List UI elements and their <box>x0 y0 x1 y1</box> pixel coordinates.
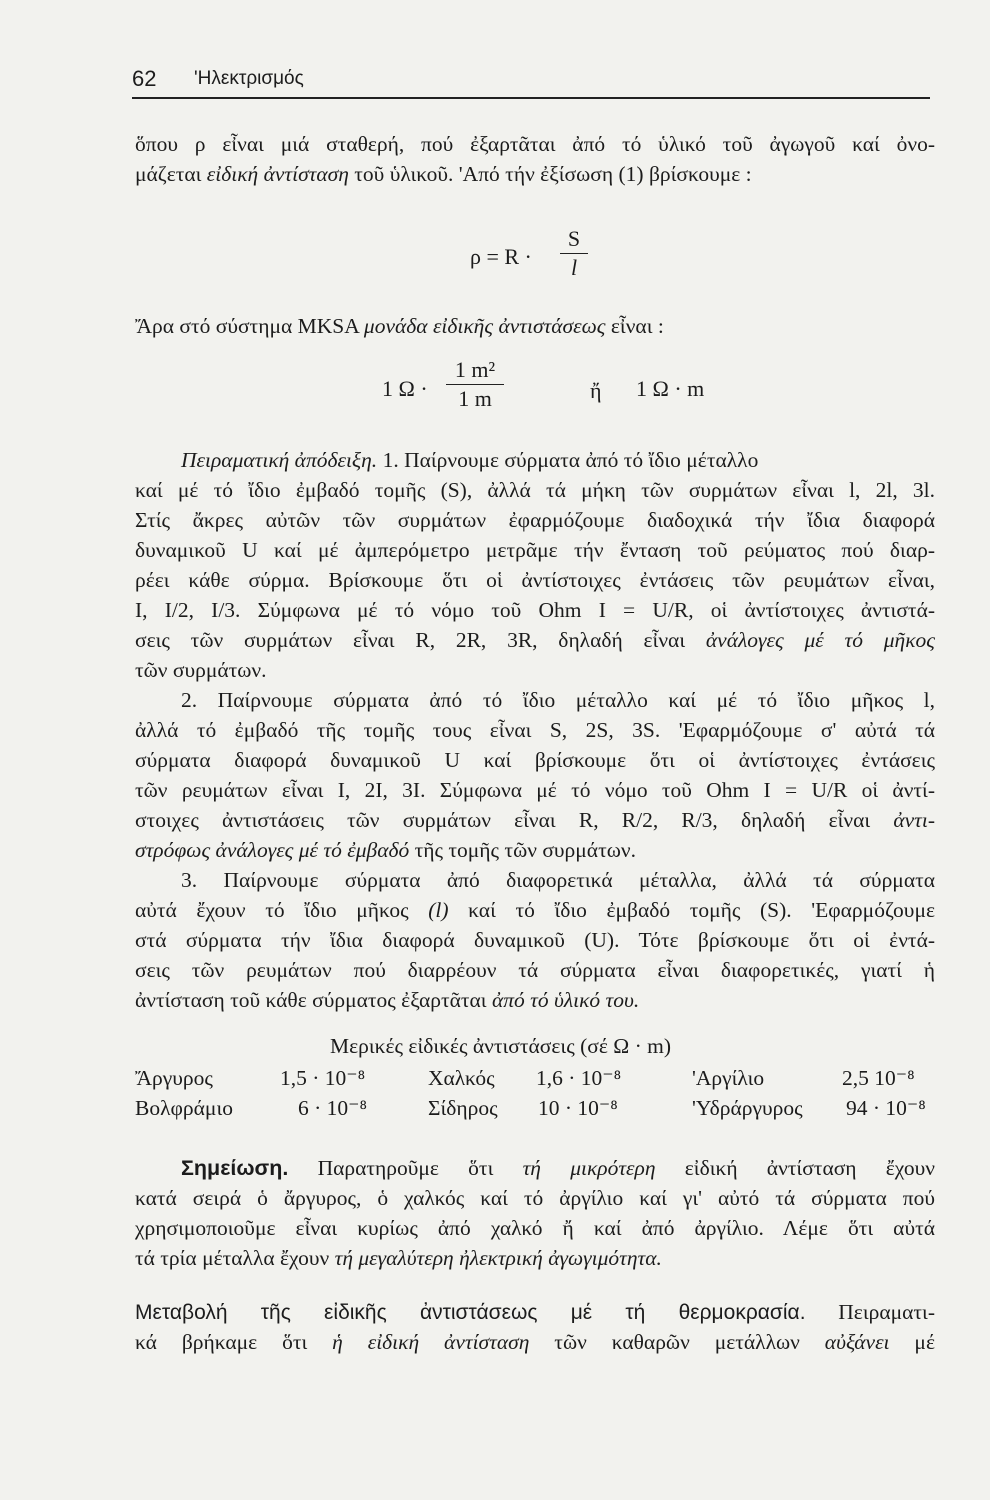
table-cell-name: 'Υδράργυρος <box>692 1096 803 1120</box>
proof-line5: ρέει κάθε σύρμα. Βρίσκουμε ὅτι οἱ ἀντίστοιχες ἐντάσεις τῶν ρευμάτων εἶναι, <box>135 568 935 592</box>
table-cell-name: 'Αργίλιο <box>692 1066 765 1090</box>
formula-rho-lhs: ρ = R · <box>470 244 532 269</box>
item3-line5: ἀντίσταση τοῦ κάθε σύρματος ἐξαρτᾶται ἀπό τό ὑλικό του. <box>135 988 640 1012</box>
formula-unit-fraction <box>446 357 504 412</box>
formula-unit-left: 1 Ω · <box>382 376 428 401</box>
unit-numerator: 1 m² <box>454 357 496 382</box>
table-title: Μερικές εἰδικές ἀντιστάσεις (σέ Ω · m) <box>330 1034 672 1058</box>
formula-rho-fraction <box>560 226 588 281</box>
table-cell-name: Σίδηρος <box>428 1096 498 1120</box>
item2-line4: τῶν ρευμάτων εἶναι I, 2I, 3I. Σύμφωνα μέ τό νόμο τοῦ Ohm I = U/R οἱ ἀντί- <box>135 778 935 802</box>
table-cell-value: 6 · 10⁻⁸ <box>298 1096 368 1120</box>
proof-line1: Πειραματική ἀπόδειξη. 1. Παίρνουμε σύρματα ἀπό τό ἴδιο μέταλλο <box>181 448 759 472</box>
item3-line1: 3. Παίρνουμε σύρματα ἀπό διαφορετικά μέταλλα, ἀλλά τά σύρματα <box>181 868 935 892</box>
table-cell-value: 10 · 10⁻⁸ <box>538 1096 618 1120</box>
proof-line4: δυναμικοῦ U καί μέ ἀμπερόμετρο μετρᾶμε τήν ἔνταση τοῦ ρεύματος πού διαρ- <box>135 538 935 562</box>
item3-line2: αὐτά ἔχουν τό ἴδιο μῆκος (l) καί τό ἴδιο ἐμβαδό τομῆς (S). 'Εφαρμόζουμε <box>135 898 935 922</box>
proof-line6: I, I/2, I/3. Σύμφωνα μέ τό νόμο τοῦ Ohm I = U/R, οἱ ἀντίστοιχες ἀντιστά- <box>135 598 935 622</box>
item2-line6: στρόφως ἀνάλογες μέ τό ἐμβαδό τῆς τομῆς τῶν συρμάτων. <box>135 838 636 862</box>
temp-line2: κά βρήκαμε ὅτι ἡ εἰδική ἀντίσταση τῶν καθαρῶν μετάλλων αὐξάνει μέ <box>135 1330 935 1354</box>
table-cell-value: 1,6 · 10⁻⁸ <box>536 1066 622 1090</box>
unit-denominator: 1 m <box>458 386 492 411</box>
para1-line1: ὅπου ρ εἶναι μιά σταθερή, πού ἐξαρτᾶται ἀπό τό ὑλικό τοῦ ἀγωγοῦ καί ὀνο- <box>135 132 935 156</box>
fraction-denominator: l <box>570 255 578 280</box>
mksa-line: Ἄρα στό σύστημα MKSA μονάδα εἰδικῆς ἀντιστάσεως εἶναι : <box>135 314 664 338</box>
note-line1: Σημείωση. Παρατηροῦμε ὅτι τή μικρότερη εἰδική ἀντίσταση ἔχουν <box>181 1156 935 1180</box>
table-cell-value: 2,5 10⁻⁸ <box>842 1066 915 1090</box>
table-cell-name: Χαλκός <box>428 1066 495 1090</box>
item2-line2: ἀλλά τό ἐμβαδό τῆς τομῆς τους εἶναι S, 2S, 3S. 'Εφαρμόζουμε σ' αὐτά τά <box>135 718 935 742</box>
proof-line2: καί μέ τό ἴδιο ἐμβαδό τομῆς (S), ἀλλά τά μήκη τῶν συρμάτων εἶναι l, 2l, 3l. <box>135 478 935 502</box>
note-line4: τά τρία μέταλλα ἔχουν τή μεγαλύτερη ἠλεκτρική ἀγωγιμότητα. <box>135 1246 662 1270</box>
header-rule <box>132 97 930 99</box>
fraction-bar <box>560 253 588 254</box>
table-cell-value: 94 · 10⁻⁸ <box>846 1096 926 1120</box>
proof-line3: Στίς ἄκρες αὐτῶν τῶν συρμάτων ἐφαρμόζουμε διαδοχικά τήν ἴδια διαφορά <box>135 508 935 532</box>
formula-or: ἤ <box>590 378 602 403</box>
formula-unit-right: 1 Ω · m <box>636 376 705 401</box>
temp-heading: Μεταβολή τῆς εἰδικῆς ἀντιστάσεως μέ τή θερμοκρασία. <box>135 1301 806 1324</box>
item2-line1: 2. Παίρνουμε σύρματα ἀπό τό ἴδιο μέταλλο καί μέ τό ἴδιο μῆκος l, <box>181 688 935 712</box>
item2-line3: σύρματα διαφορά δυναμικοῦ U καί βρίσκουμε ὅτι οἱ ἀντίστοιχες ἐντάσεις <box>135 748 935 772</box>
table-cell-value: 1,5 · 10⁻⁸ <box>280 1066 366 1090</box>
note-line2: κατά σειρά ὁ ἄργυρος, ὁ χαλκός καί τό ἀργίλιο καί γι' αὐτό τά σύρματα πού <box>135 1186 935 1210</box>
unit-fraction-bar <box>446 384 504 385</box>
running-title: 'Ηλεκτρισμός <box>194 68 304 89</box>
item2-line5: στοιχες ἀντιστάσεις τῶν συρμάτων εἶναι R, R/2, R/3, δηλαδή εἶναι ἀντι- <box>135 808 935 832</box>
proof-line8: τῶν συρμάτων. <box>135 658 267 682</box>
item3-line3: στά σύρματα τήν ἴδια διαφορά δυναμικοῦ (U). Τότε βρίσκουμε ὅτι οἱ ἐντά- <box>135 928 935 952</box>
proof-line7: σεις τῶν συρμάτων εἶναι R, 2R, 3R, δηλαδή εἶναι ἀνάλογες μέ τό μῆκος <box>135 628 935 652</box>
para1-line2: μάζεται εἰδική ἀντίσταση τοῦ ὑλικοῦ. 'Από τήν ἐξίσωση (1) βρίσκουμε : <box>135 162 752 186</box>
page-number: 62 <box>132 66 157 91</box>
fraction-numerator: S <box>567 226 581 251</box>
page-header <box>132 64 928 98</box>
temp-heading-line: Μεταβολή τῆς εἰδικῆς ἀντιστάσεως μέ τή θερμοκρασία. Πειραματι- <box>135 1300 935 1324</box>
note-line3: χρησιμοποιοῦμε εἶναι κυρίως ἀπό χαλκό ἤ καί ἀπό ἀργίλιο. Λέμε ὅτι αὐτά <box>135 1216 935 1240</box>
item3-line4: σεις τῶν ρευμάτων πού διαρρέουν τά σύρματα εἶναι διαφορετικές, γιατί ἡ <box>135 958 935 982</box>
table-cell-name: Βολφράμιο <box>135 1096 233 1120</box>
table-cell-name: Ἄργυρος <box>135 1066 213 1090</box>
